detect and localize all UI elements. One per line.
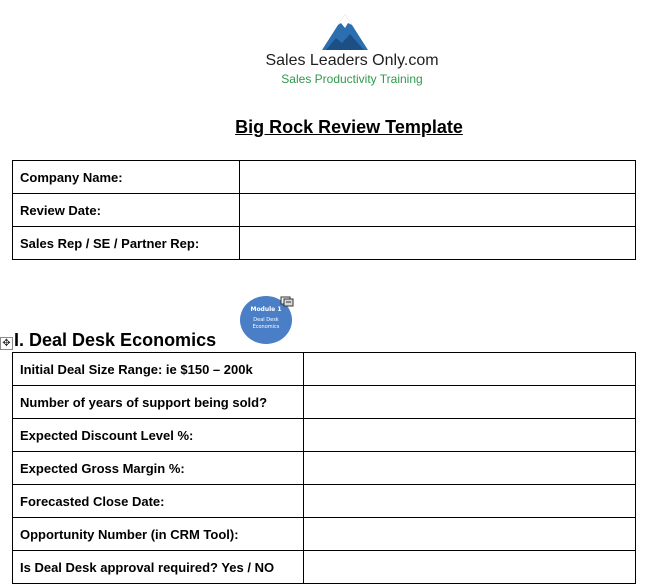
brand-tagline: Sales Productivity Training	[281, 72, 423, 86]
info-table	[12, 160, 636, 260]
module-badge-subtitle: Deal Desk Economics	[252, 317, 280, 330]
review-date-label: Review Date:	[13, 194, 240, 227]
gross-margin-field[interactable]	[304, 452, 636, 485]
brand-header	[0, 8, 650, 90]
table-row	[13, 551, 636, 584]
table-row	[13, 452, 636, 485]
table-row	[13, 419, 636, 452]
table-row	[13, 485, 636, 518]
section-heading: I. Deal Desk Economics	[14, 330, 217, 350]
review-date-field[interactable]	[240, 194, 636, 227]
deal-desk-table	[12, 352, 636, 584]
table-row	[13, 518, 636, 551]
discount-level-label: Expected Discount Level %:	[13, 419, 304, 452]
gross-margin-label: Expected Gross Margin %:	[13, 452, 304, 485]
table-row	[13, 227, 636, 260]
deal-size-label: Initial Deal Size Range: ie $150 – 200k	[13, 353, 304, 386]
close-date-field[interactable]	[304, 485, 636, 518]
close-date-label: Forecasted Close Date:	[13, 485, 304, 518]
opportunity-number-label: Opportunity Number (in CRM Tool):	[13, 518, 304, 551]
table-row	[13, 353, 636, 386]
page-title: Big Rock Review Template	[235, 117, 463, 137]
company-name-label: Company Name:	[13, 161, 240, 194]
support-years-field[interactable]	[304, 386, 636, 419]
opportunity-number-field[interactable]	[304, 518, 636, 551]
support-years-label: Number of years of support being sold?	[13, 386, 304, 419]
comment-icon[interactable]	[280, 296, 294, 308]
sales-rep-label: Sales Rep / SE / Partner Rep:	[13, 227, 240, 260]
mountain-logo-icon	[320, 12, 370, 52]
deal-desk-approval-field[interactable]	[304, 551, 636, 584]
module-badge-title: Module 1	[250, 306, 282, 313]
discount-level-field[interactable]	[304, 419, 636, 452]
company-name-field[interactable]	[240, 161, 636, 194]
table-row	[13, 161, 636, 194]
deal-size-field[interactable]	[304, 353, 636, 386]
move-handle-icon[interactable]: ✥	[0, 337, 13, 350]
brand-name: Sales Leaders Only.com	[265, 52, 439, 69]
deal-desk-approval-label: Is Deal Desk approval required? Yes / NO	[13, 551, 304, 584]
sales-rep-field[interactable]	[240, 227, 636, 260]
table-row	[13, 194, 636, 227]
table-row	[13, 386, 636, 419]
